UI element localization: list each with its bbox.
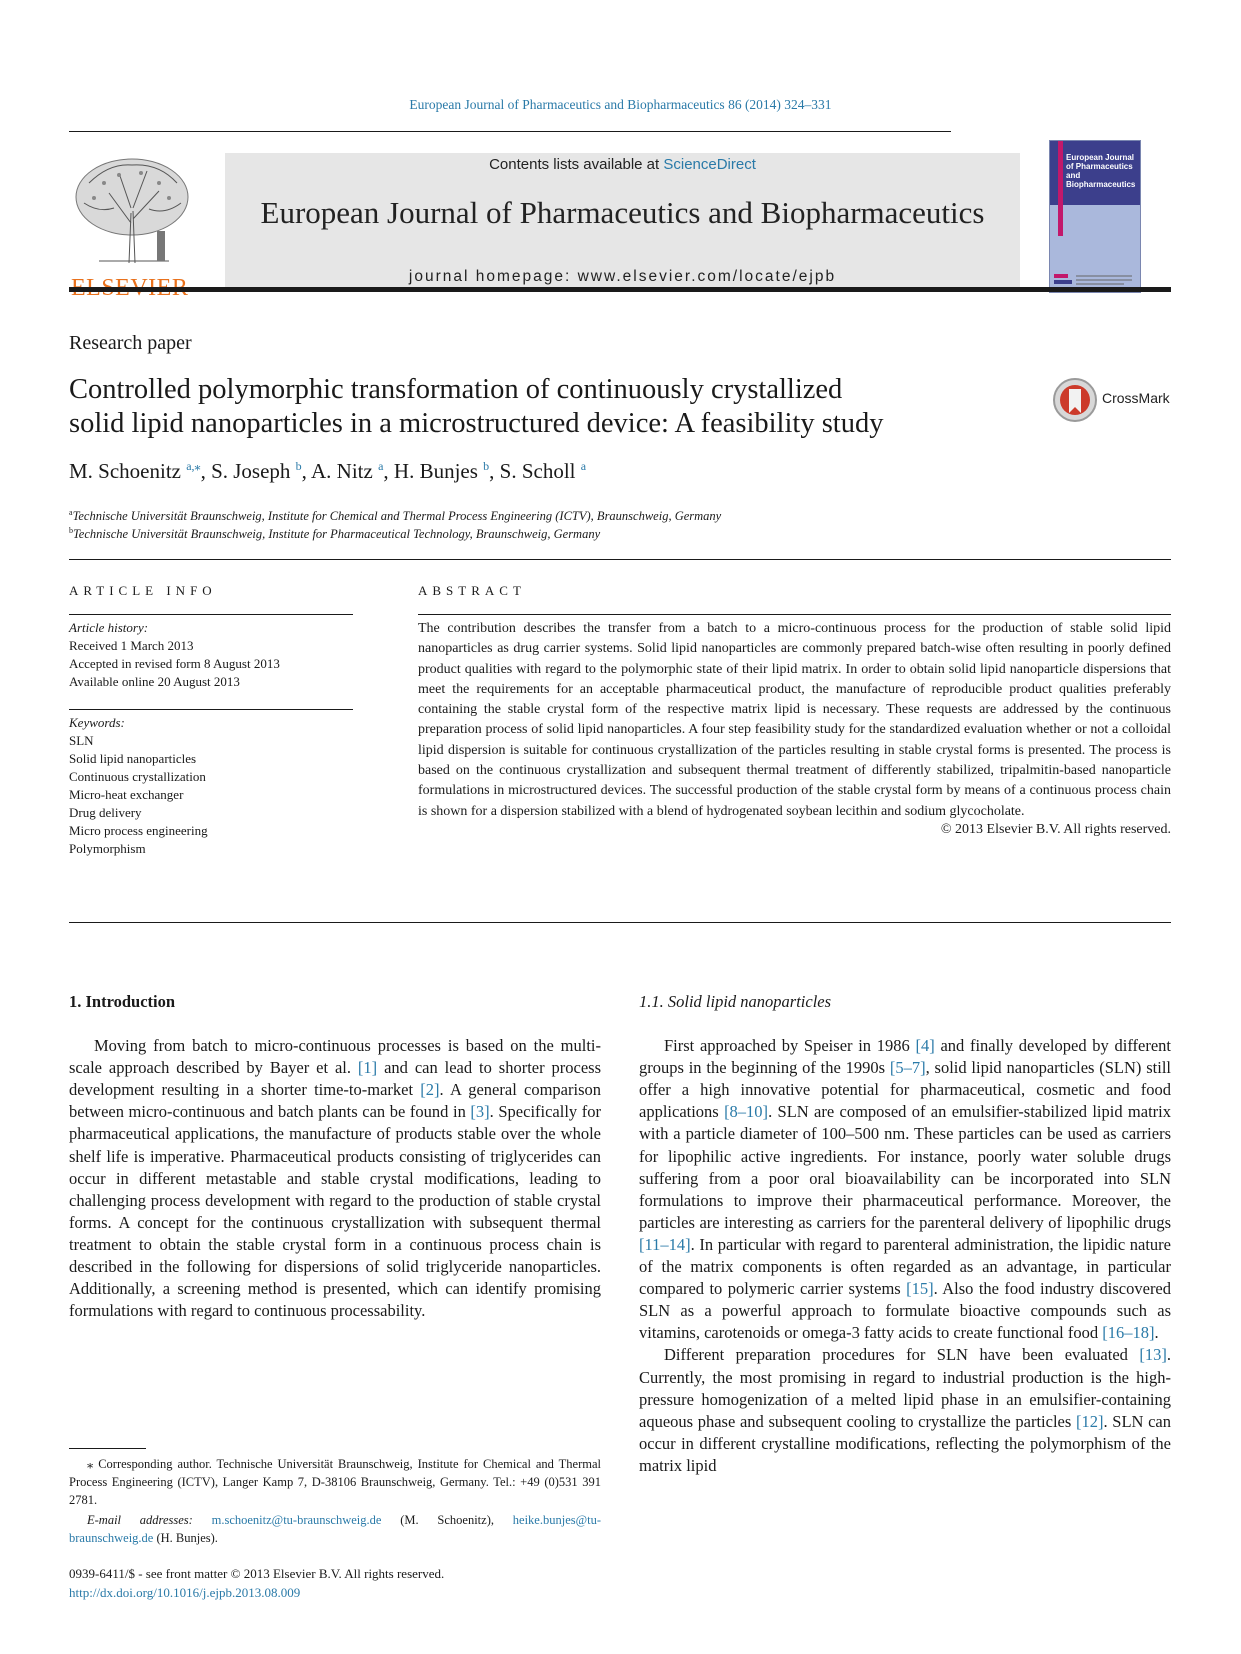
contents-prefix: Contents lists available at bbox=[489, 156, 664, 173]
keyword-item: Continuous crystallization bbox=[69, 769, 206, 784]
issn-block bbox=[69, 1565, 444, 1602]
author-affiliation-mark[interactable]: a bbox=[378, 459, 384, 473]
affiliation-text: Technische Universität Braunschweig, Institute for Chemical and Thermal Process Engineering (ICTV), Braunschweig, Germany bbox=[72, 509, 722, 524]
author-affiliation-mark[interactable]: a,⁎ bbox=[186, 459, 201, 473]
introduction-heading: 1. Introduction bbox=[69, 992, 176, 1011]
history-accepted: Accepted in revised form 8 August 2013 bbox=[69, 656, 280, 671]
author-name[interactable]: S. Joseph bbox=[211, 459, 291, 483]
email-label: E-mail addresses: bbox=[87, 1513, 193, 1527]
keyword-item: Polymorphism bbox=[69, 841, 146, 856]
keyword-item: Drug delivery bbox=[69, 805, 142, 820]
keyword-item: Micro-heat exchanger bbox=[69, 787, 184, 802]
abstract-bottom-rule bbox=[69, 922, 1171, 923]
affiliation-mark: b bbox=[69, 526, 73, 535]
journal-name: European Journal of Pharmaceutics and Biopharmaceutics bbox=[260, 195, 985, 230]
author-name[interactable]: S. Scholl bbox=[499, 459, 576, 483]
title-line-1: Controlled polymorphic transformation of continuously crystallized bbox=[69, 374, 843, 405]
email-addresses bbox=[69, 1511, 601, 1547]
history-received: Received 1 March 2013 bbox=[69, 638, 194, 653]
email-link-bunjes[interactable]: heike.bunjes@tu-braunschweig.de bbox=[69, 1513, 602, 1545]
affiliation-text: Technische Universität Braunschweig, Institute for Pharmaceutical Technology, Braunschweig, Germany bbox=[73, 527, 601, 542]
email-link-schoenitz[interactable]: m.schoenitz@tu-braunschweig.de bbox=[211, 1513, 382, 1527]
contents-line bbox=[225, 156, 1020, 173]
journal-banner bbox=[225, 153, 1020, 291]
author-affiliation-mark[interactable]: b bbox=[295, 459, 302, 473]
elsevier-tree-logo bbox=[69, 153, 196, 288]
body-right-column bbox=[639, 991, 1171, 1477]
introduction-paragraph: Moving from batch to micro-continuous processes is based on the multi-scale approach described by Bayer et al. [1] and can lead to shorter process development resulting in a shorter time-to-market [2]. A general comparison between micro-continuous and batch plants can be found in [3]. Specifically for pharmaceutical applications, the manufacture of products stable over the whole shelf life is imperative. Pharmaceutical products consisting of triglycerides can occur in different metastable and stable crystal modifications, leading to challenging process development with regard to the production of stable crystal forms. A concept for the continuous crystallization with subsequent thermal treatment to obtain the stable crystal form in a continuous process chain is described in the following for dispersions of solid triglyceride nanoparticles. Additionally, a screening method is presented, which can identify promising formulations with regard to continuous processability. bbox=[69, 1036, 602, 1321]
paper-title bbox=[69, 373, 1029, 441]
keyword-item: Solid lipid nanoparticles bbox=[69, 751, 197, 766]
citation-link[interactable]: [2] bbox=[420, 1080, 440, 1100]
article-info-heading: ARTICLE INFO bbox=[69, 583, 217, 598]
history-label: Article history: bbox=[69, 620, 149, 635]
citation-link[interactable]: [13] bbox=[1139, 1345, 1167, 1365]
keyword-item: SLN bbox=[69, 733, 94, 748]
abstract-heading: ABSTRACT bbox=[418, 583, 526, 598]
citation-link[interactable]: [15] bbox=[906, 1279, 934, 1299]
citation-link[interactable]: [16–18] bbox=[1102, 1323, 1155, 1343]
citation-link[interactable]: [12] bbox=[1075, 1411, 1104, 1431]
title-line-2: solid lipid nanoparticles in a microstructured device: A feasibility study bbox=[69, 408, 884, 439]
crossmark-icon bbox=[1052, 377, 1098, 423]
abstract-copyright: © 2013 Elsevier B.V. All rights reserved. bbox=[940, 821, 1171, 837]
citation-link[interactable]: [5–7] bbox=[889, 1058, 926, 1078]
citation-link[interactable]: [3] bbox=[470, 1102, 490, 1122]
affiliation-b bbox=[69, 526, 600, 542]
affiliation-a bbox=[69, 508, 721, 524]
author-name[interactable]: M. Schoenitz bbox=[69, 459, 181, 483]
crossmark-label: CrossMark bbox=[1102, 390, 1170, 406]
issn-line: 0939-6411/$ - see front matter © 2013 Elsevier B.V. All rights reserved. bbox=[69, 1566, 445, 1581]
author-name[interactable]: A. Nitz bbox=[311, 459, 373, 483]
keywords bbox=[69, 714, 353, 858]
sln-heading: 1.1. Solid lipid nanoparticles bbox=[639, 992, 832, 1011]
keywords-rule bbox=[69, 709, 353, 710]
corresponding-author-note: ⁎ Corresponding author. Technische Universität Braunschweig, Institute for Chemical and Thermal Process Engineering (ICTV), Langer Kamp 7, D-38106 Braunschweig, Germany. Tel.: +49 (0)531 391 2781. bbox=[69, 1457, 601, 1507]
affiliation-mark: a bbox=[69, 508, 73, 517]
header-thick-rule bbox=[69, 287, 1171, 292]
author-name[interactable]: H. Bunjes bbox=[393, 459, 478, 483]
doi-link[interactable]: http://dx.doi.org/10.1016/j.ejpb.2013.08.009 bbox=[69, 1584, 301, 1600]
journal-header bbox=[69, 140, 1170, 297]
article-info bbox=[69, 583, 353, 858]
keywords-label: Keywords: bbox=[69, 715, 125, 730]
journal-homepage-link[interactable]: journal homepage: www.elsevier.com/locate/ejpb bbox=[408, 268, 837, 285]
keyword-item: Micro process engineering bbox=[69, 823, 208, 838]
footnote-rule bbox=[69, 1448, 146, 1449]
body-left-column bbox=[69, 991, 601, 1322]
info-top-rule bbox=[69, 559, 1171, 560]
footnote bbox=[69, 1455, 601, 1547]
citation-link[interactable]: [8–10] bbox=[724, 1102, 769, 1122]
cover-title: European Journal of Pharmaceutics and Biopharmaceutics bbox=[1066, 153, 1136, 189]
author-affiliation-mark[interactable]: b bbox=[483, 459, 490, 473]
author-list: M. Schoenitz $^{a,⁎}$, S. Joseph $^b$, A. Nitz $^a$, H. Bunjes $^b$, S. Scholl $^a$ bbox=[69, 459, 587, 483]
abstract-text: The contribution describes the transfer from a batch to a micro-continuous process for the production of stable solid lipid nanoparticles as drug carrier systems. Solid lipid nanoparticles are commonly prepared batch-wise often resulting in poorly defined product qualities with regard to the polymorphic state of their lipid matrix. In order to obtain solid lipid nanoparticle dispersions that meet the requirements for an acceptable pharmaceutical product, the manufacture of reproducible product qualities preferably containing the stable crystal form of the respective matrix lipid is necessary. These requests are addressed by the continuous preparation process of solid lipid nanoparticles. A four step feasibility study for the standardized evaluation whether or not a colloidal lipid dispersion is suitable for continuous crystallization of the particles resulting in stable crystal forms is presented. The process is based on the continuous crystallization and subsequent thermal treatment of differently stabilized, tripalmitin-based nanoparticle formulations in microstructured devices. The successful production of the stable crystal form by means of a continuous process chain is shown for a dispersion stabilized with a blend of hydrogenated soybean lecithin and sodium glycocholate. bbox=[418, 621, 1171, 819]
journal-cover-thumbnail[interactable] bbox=[1049, 140, 1141, 293]
citation-link[interactable]: [4] bbox=[915, 1036, 935, 1056]
top-rule bbox=[69, 131, 951, 132]
citation-link[interactable]: [1] bbox=[357, 1058, 378, 1078]
abstract bbox=[418, 583, 1171, 838]
sln-paragraph-1: First approached by Speiser in 1986 [4] and finally developed by different groups in the beginning of the 1990s [5–7], solid lipid nanoparticles (SLN) still offer a high innovative potential for pharmaceutical, cosmetic and food applications [8–10]. SLN are composed of an emulsifier-stabilized lipid matrix with a particle diameter of 100–500 nm. These particles can be used as carriers for lipophilic active ingredients. For instance, poorly water soluble drugs suffering from a poor oral bioavailability can be incorporated into SLN formulations to improve their pharmaceutical performance. Moreover, the particles are interesting as carriers for the parenteral delivery of lipophilic drugs [11–14]. In particular with regard to parenteral administration, the lipidic nature of the matrix components is often regarded as an advantage, in particular compared to polymeric carrier systems [15]. Also the food industry discovered SLN as a powerful approach to formulate bioactive compounds such as vitamins, carotenoids or omega-3 fatty acids to create functional food [16–18]. bbox=[639, 1036, 1172, 1343]
history-online: Available online 20 August 2013 bbox=[69, 674, 240, 689]
sln-paragraph-2: Different preparation procedures for SLN have been evaluated [13]. Currently, the most promising in regard to industrial production is the high-pressure homogenization of a melted lipid phase in an emulsifier-containing aqueous phase and subsequent cooling to crystallize the particles [12]. SLN can occur in different crystalline modifications, reflecting the polymorphism of the matrix lipid bbox=[639, 1345, 1171, 1475]
cover-stripe bbox=[1058, 141, 1063, 236]
author-affiliation-mark[interactable]: a bbox=[580, 459, 587, 473]
email-owner: (H. Bunjes). bbox=[153, 1531, 218, 1545]
article-history bbox=[69, 619, 353, 691]
citation-link[interactable]: [11–14] bbox=[639, 1234, 691, 1254]
journal-citation[interactable]: European Journal of Pharmaceutics and Biopharmaceutics 86 (2014) 324–331 bbox=[409, 97, 832, 112]
section-type: Research paper bbox=[69, 332, 192, 354]
email-owner: (M. Schoenitz), bbox=[381, 1513, 513, 1527]
abstract-rule bbox=[418, 614, 1171, 615]
cover-footer bbox=[1054, 272, 1134, 286]
sciencedirect-link[interactable]: ScienceDirect bbox=[663, 156, 756, 173]
crossmark-badge[interactable] bbox=[1052, 377, 1182, 423]
article-info-rule bbox=[69, 614, 353, 615]
